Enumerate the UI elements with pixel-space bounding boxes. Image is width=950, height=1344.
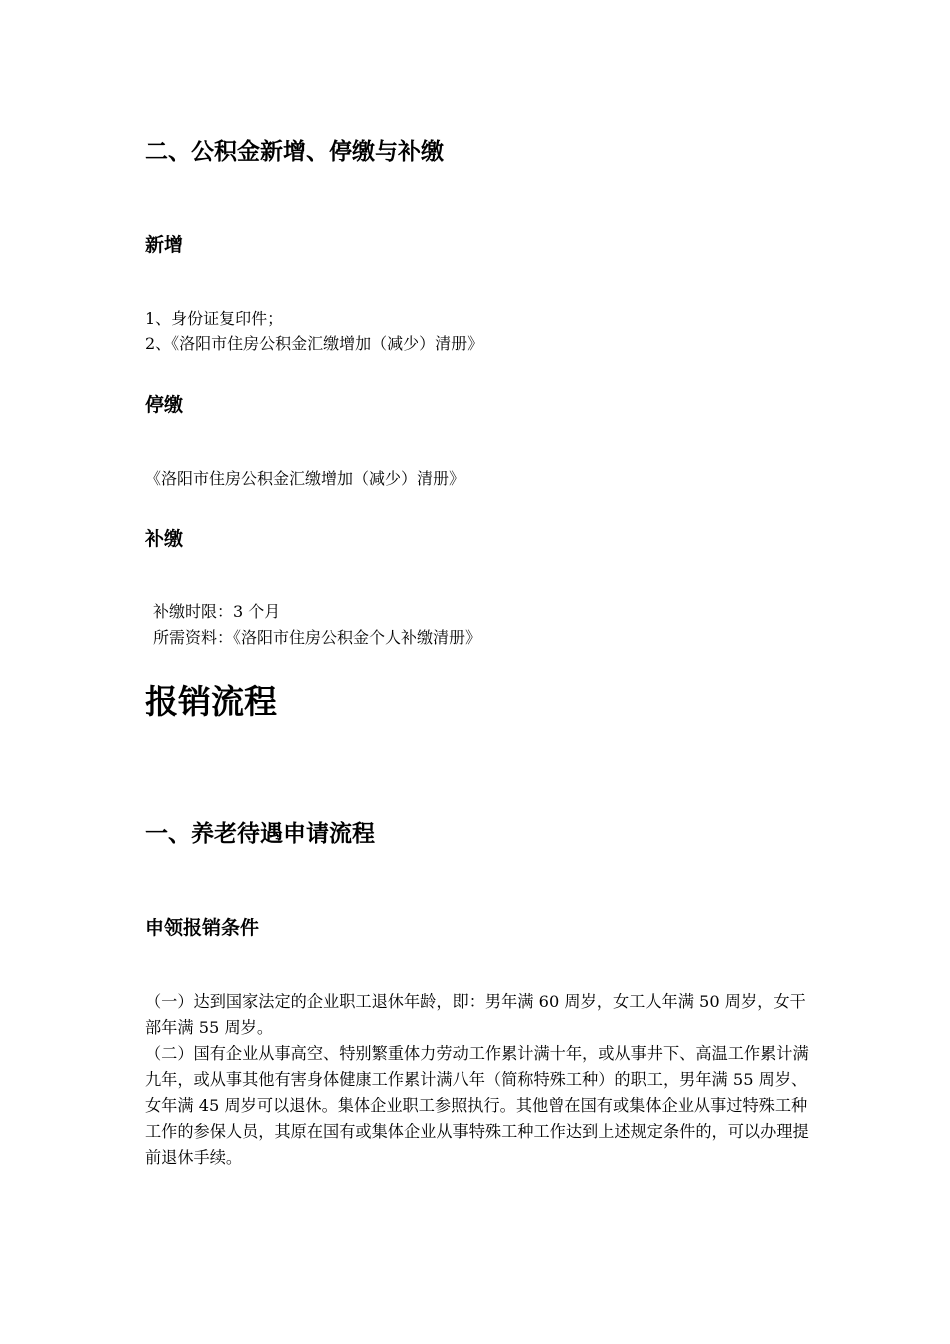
section-heading-fund: 二、公积金新增、停缴与补缴	[145, 139, 444, 165]
stop-document-text: 《洛阳市住房公积金汇缴增加（减少）清册》	[145, 469, 466, 488]
list-item: 2、《洛阳市住房公积金汇缴增加（减少）清册》	[145, 334, 484, 353]
condition-paragraph-2: （二）国有企业从事高空、特别繁重体力劳动工作累计满十年，或从事井下、高温工作累计满九年，或从事其他有害身体健康工作累计满八年（简称特殊工种）的职工，男年满 55 周岁、女年满 45 周岁可以退休。集体企业职工参照执行。其他曾在国有或集体企业从事过特殊工种工作的参保人员，其原在国有或集体企业从事特殊工种工作达到上述规定条件的，可以办理提前退休手续。	[145, 1044, 809, 1167]
section-heading-pension: 一、养老待遇申请流程	[145, 821, 375, 847]
supplement-time-limit: 补缴时限：3 个月	[153, 602, 281, 621]
condition-paragraph-1: （一）达到国家法定的企业职工退休年龄，即：男年满 60 周岁，女工人年满 50 周岁，女干部年满 55 周岁。	[145, 992, 806, 1037]
subheading-stop: 停缴	[145, 394, 184, 416]
list-item: 1、身份证复印件；	[145, 309, 284, 328]
subheading-conditions: 申领报销条件	[145, 917, 260, 939]
subheading-add: 新增	[145, 234, 184, 256]
page-title-reimbursement: 报销流程	[145, 682, 277, 721]
supplement-required-docs: 所需资料：《洛阳市住房公积金个人补缴清册》	[153, 628, 482, 647]
subheading-supplement: 补缴	[145, 528, 184, 550]
